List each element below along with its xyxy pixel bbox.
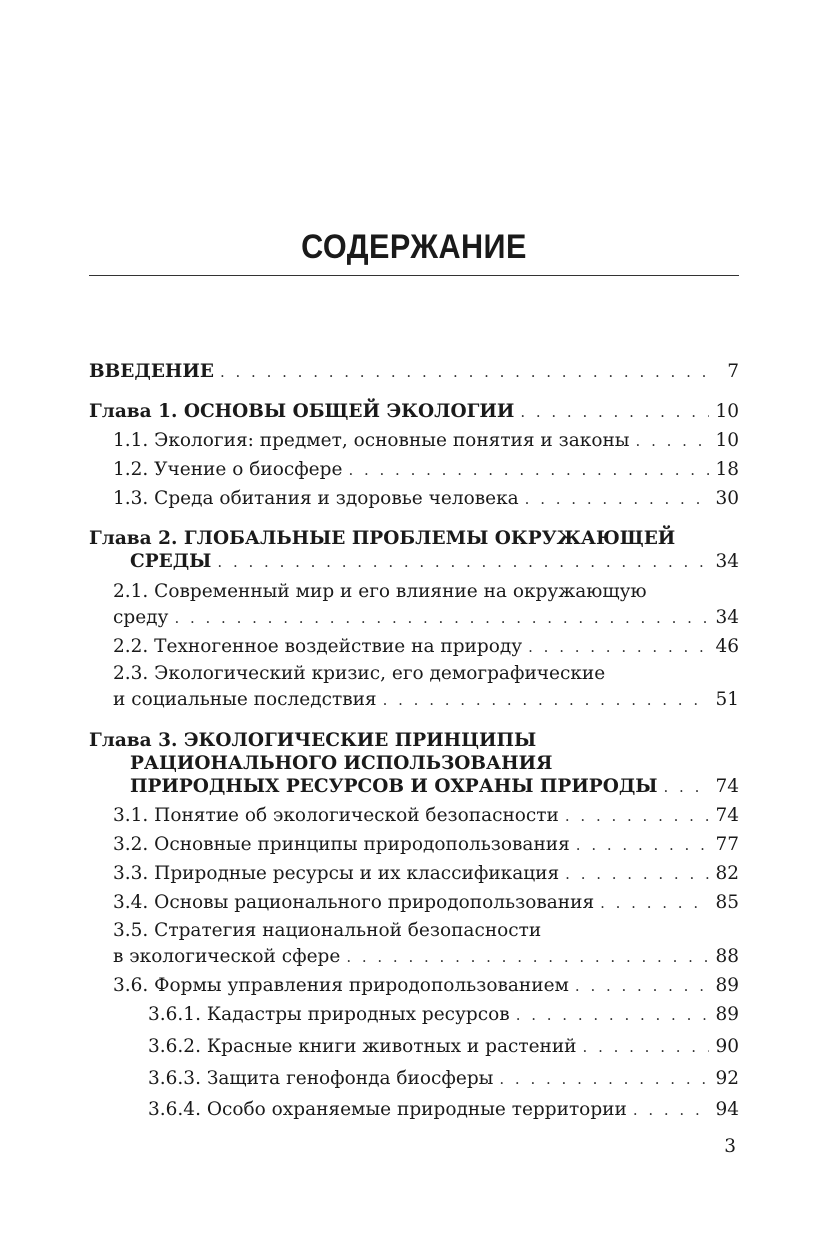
toc-page-number: 92: [715, 1068, 739, 1089]
toc-entry-3-6-3[interactable]: [148, 1067, 739, 1091]
toc-entry-1-3[interactable]: [113, 487, 739, 511]
toc-entry-chapter-1[interactable]: [89, 400, 739, 424]
leader-dots: [346, 945, 709, 969]
toc-page-number: 7: [727, 361, 739, 382]
toc-entry-3-5-line-1: 3.5. Стратегия национальной безопасности: [113, 920, 542, 941]
toc-chapter-3-line-2: РАЦИОНАЛЬНОГО ИСПОЛЬЗОВАНИЯ: [130, 753, 553, 774]
leader-dots: [220, 360, 709, 384]
toc-entry-label: 3.1. Понятие об экологической безопасности: [113, 805, 559, 826]
toc-entry-label: ПРИРОДНЫХ РЕСУРСОВ И ОХРАНЫ ПРИРОДЫ: [130, 776, 658, 797]
toc-entry-3-2[interactable]: [113, 833, 739, 857]
leader-dots: [174, 606, 709, 630]
toc-page-number: 90: [715, 1036, 739, 1057]
leader-dots: [664, 775, 709, 799]
toc-chapter-2-line-1: Глава 2. ГЛОБАЛЬНЫЕ ПРОБЛЕМЫ ОКРУЖАЮЩЕЙ: [89, 528, 676, 549]
toc-entry-label: 3.6.2. Красные книги животных и растений: [148, 1036, 577, 1057]
leader-dots: [217, 550, 709, 574]
toc-entry-intro[interactable]: [89, 360, 739, 384]
toc-page-number: 74: [715, 776, 739, 797]
toc-entry-label: 3.3. Природные ресурсы и их классификация: [113, 863, 560, 884]
leader-dots: [348, 458, 709, 482]
leader-dots: [636, 429, 709, 453]
toc-page-number: 10: [715, 430, 739, 451]
toc-entry-label: 3.6.3. Защита генофонда биосферы: [148, 1068, 494, 1089]
toc-entry-3-6-1[interactable]: [148, 1003, 739, 1027]
toc-entry-label: 1.2. Учение о биосфере: [113, 459, 343, 480]
toc-entry-2-1[interactable]: [113, 606, 739, 630]
toc-page-number: 89: [715, 975, 739, 996]
toc-entry-2-1-line-1: 2.1. Современный мир и его влияние на окружающую: [113, 581, 647, 602]
toc-entry-label: 3.6.1. Кадастры природных ресурсов: [148, 1004, 510, 1025]
page-title: СОДЕРЖАНИЕ: [301, 228, 527, 266]
toc-entry-3-6-4[interactable]: [148, 1098, 739, 1122]
toc-entry-3-4[interactable]: [113, 891, 739, 915]
toc-entry-label: в экологической сфере: [113, 946, 341, 967]
toc-entry-label: 1.3. Среда обитания и здоровье человека: [113, 488, 519, 509]
toc-entry-label: 1.1. Экология: предмет, основные понятия и законы: [113, 430, 630, 451]
toc-page-number: 82: [715, 863, 739, 884]
toc-page-number: 74: [715, 805, 739, 826]
toc-entry-1-2[interactable]: [113, 458, 739, 482]
toc-page-number: 10: [715, 401, 739, 422]
toc-entry-label: 3.6.4. Особо охраняемые природные территории: [148, 1099, 627, 1120]
toc-entry-2-3-line-1: 2.3. Экологический кризис, его демографические: [113, 663, 606, 684]
toc-entry-label: Глава 1. ОСНОВЫ ОБЩЕЙ ЭКОЛОГИИ: [89, 401, 515, 422]
toc-chapter-3-line-1: Глава 3. ЭКОЛОГИЧЕСКИЕ ПРИНЦИПЫ: [89, 730, 537, 751]
toc-page-number: 34: [715, 607, 739, 628]
leader-dots: [383, 688, 709, 712]
leader-dots: [499, 1067, 709, 1091]
leader-dots: [583, 1035, 709, 1059]
toc-entry-label: и социальные последствия: [113, 689, 377, 710]
leader-dots: [575, 974, 709, 998]
toc-entry-label: 2.2. Техногенное воздействие на природу: [113, 636, 523, 657]
toc-page-number: 30: [715, 488, 739, 509]
toc-page-number: 34: [715, 551, 739, 572]
toc-entry-3-6-2[interactable]: [148, 1035, 739, 1059]
page-number: 3: [724, 1136, 736, 1157]
toc-entry-label: 3.4. Основы рационального природопользования: [113, 892, 595, 913]
toc-entry-chapter-2[interactable]: [130, 550, 739, 574]
toc-entry-label: ВВЕДЕНИЕ: [89, 361, 214, 382]
toc-entry-2-2[interactable]: [113, 635, 739, 659]
leader-dots: [576, 833, 709, 857]
leader-dots: [565, 862, 709, 886]
leader-dots: [525, 487, 709, 511]
toc-entry-chapter-3[interactable]: [130, 775, 739, 799]
toc-page-number: 94: [715, 1099, 739, 1120]
toc-entry-2-3[interactable]: [113, 688, 739, 712]
toc-entry-1-1[interactable]: [113, 429, 739, 453]
leader-dots: [516, 1003, 709, 1027]
toc-page-number: 46: [715, 636, 739, 657]
leader-dots: [528, 635, 709, 659]
toc-page-number: 85: [715, 892, 739, 913]
toc-entry-3-6[interactable]: [113, 974, 739, 998]
toc-entry-3-5[interactable]: [113, 945, 739, 969]
toc-entry-3-3[interactable]: [113, 862, 739, 886]
toc-entry-label: СРЕДЫ: [130, 551, 212, 572]
toc-entry-label: 3.6. Формы управления природопользованием: [113, 975, 569, 996]
leader-dots: [600, 891, 709, 915]
toc-entry-label: 3.2. Основные принципы природопользования: [113, 834, 570, 855]
toc-page-number: 88: [715, 946, 739, 967]
leader-dots: [565, 804, 709, 828]
leader-dots: [633, 1098, 709, 1122]
toc-entry-3-1[interactable]: [113, 804, 739, 828]
toc-entry-label: среду: [113, 607, 169, 628]
toc-page-number: 77: [715, 834, 739, 855]
toc-page-number: 18: [715, 459, 739, 480]
leader-dots: [520, 400, 709, 424]
toc-page-number: 51: [715, 689, 739, 710]
toc-page-number: 89: [715, 1004, 739, 1025]
